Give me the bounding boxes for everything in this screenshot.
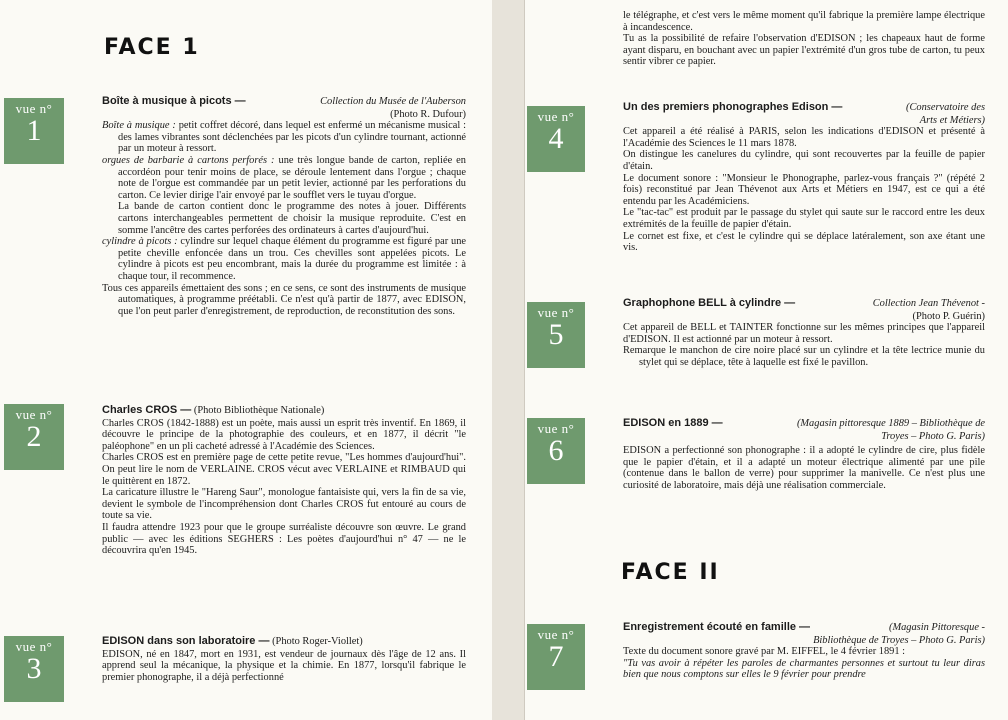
section-title: Enregistrement écouté en famille — <box>623 622 811 633</box>
paragraph: La caricature illustre le "Hareng Saur", monologue fantaisiste qui, vers la fin de sa vie, devient le symbole de l'incompréhension dont Charles CROS fut entouré au cours de toute sa vie. <box>102 487 466 522</box>
vue-3-number: 3 <box>26 652 42 685</box>
term: Boîte à musique : <box>102 120 176 132</box>
face-1-title: FACE 1 <box>104 35 200 60</box>
section-title: EDISON dans son laboratoire — <box>102 636 270 647</box>
vue-4-label: vue n° <box>537 109 575 124</box>
vue-2-number: 2 <box>26 420 42 453</box>
section-credit-photo: (Photo R. Dufour) <box>390 108 466 120</box>
paragraph: On distingue les canelures du cylindre, qui sont recouvertes par la feuille de papier d'étain. <box>623 149 985 172</box>
vue-7-label: vue n° <box>537 627 575 642</box>
section-title: Boîte à musique à picots — <box>102 96 246 107</box>
vue-7-badge <box>527 624 585 690</box>
paragraph: Texte du document sonore gravé par M. EIFFEL, le 4 février 1891 : <box>623 646 906 658</box>
paragraph: Remarque le manchon de cire noire placé sur un cylindre et la tête lectrice munie du stylet qui se déplace, tête à laquelle est fixé le pavillon. <box>623 345 985 368</box>
section-credit: Collection du Musée de l'Auberson <box>320 96 466 107</box>
section-credit: (Magasin Pittoresque - <box>888 622 985 633</box>
vue-7-number: 7 <box>548 640 564 673</box>
section-family-recording <box>623 622 985 681</box>
vue-5-label: vue n° <box>537 305 575 320</box>
vue-3-badge <box>4 636 64 702</box>
vue-1-number: 1 <box>26 114 42 147</box>
vue-5-badge <box>527 302 585 368</box>
section-credit: Collection Jean Thévenot - <box>872 298 985 309</box>
section-bell-graphophone <box>623 298 985 369</box>
paragraph <box>102 155 466 201</box>
text: cylindre sur lequel chaque élément du programme est figuré par une petite cheville enfoncée dans un trou. Ces chevilles sont appelées picots. Le cylindre à picots est peu encombrant, mais la durée du programme est limitée : à chaque tour, il recommence. <box>118 236 466 282</box>
paragraph: Charles CROS (1842-1888) est un poète, mais aussi un esprit très inventif. En 1869, il découvre le principe de la photographie des couleurs, et en 1877, il décrit "le paléophone" en un pli cacheté adressé à l'Académie des Sciences. <box>102 417 466 452</box>
text: petit coffret décoré, dans lequel est enfermé un mécanisme musical : des lames vibrantes sont déclenchées par les picots d'un cylindre tournant, actionné par un moteur à ressort. <box>118 120 466 155</box>
section-title: Charles CROS — <box>102 405 192 416</box>
paragraph: Cet appareil de BELL et TAINTER fonctionne sur les mêmes principes que l'appareil d'EDISON. Il est actionné par un moteur à ressort. <box>623 322 985 345</box>
section-charles-cros <box>102 405 466 557</box>
section-edison-lab <box>102 636 466 683</box>
section-edison-1889 <box>623 418 985 492</box>
paragraph: le télégraphe, et c'est vers le même moment qu'il fabrique la première lampe électrique à incandescence. <box>623 10 985 33</box>
vue-1-badge <box>4 98 64 164</box>
paragraph: Tu as la possibilité de refaire l'observation d'EDISON ; les chapeaux haut de forme ayant disparu, en bouchant avec un papier l'extrémité d'un gros tube de carton, tu peux sentir vibrer ce papier. <box>623 33 985 68</box>
section-credit-2: Arts et Métiers) <box>919 114 985 126</box>
paragraph: Charles CROS est en première page de cette petite revue, "Les hommes d'aujourd'hui". On peut lire le nom de VERLAINE. CROS vécut avec VERLAINE et RIMBAUD qui le quittèrent en 1872. <box>102 452 466 487</box>
vue-3-label: vue n° <box>15 639 53 654</box>
paragraph <box>102 236 466 282</box>
section-edison-lab-continued <box>623 10 985 68</box>
vue-2-badge <box>4 404 64 470</box>
section-credit-2: Bibliothèque de Troyes – Photo G. Paris) <box>813 634 985 646</box>
paragraph: "Tu vas avoir à répéter les paroles de charmantes personnes et surtout tu leur diras bien que nous comptons sur elles le 9 février pour prendre <box>623 657 985 681</box>
section-title: EDISON en 1889 — <box>623 418 723 429</box>
vue-4-number: 4 <box>548 122 564 155</box>
section-credit: (Magasin pittoresque 1889 – Bibliothèque de <box>796 418 985 429</box>
paragraph: EDISON a perfectionné son phonographe : il a adopté le cylindre de cire, plus fidèle que le papier d'étain, et il a adapté un moteur électrique alimenté par une pile (contenue dans le ballon de verre) pour supprimer la manivelle. Ce n'est plus une curiosité de laboratoire, mais déjà une réalisation commerciale. <box>623 445 985 491</box>
left-page <box>0 0 493 720</box>
vue-6-number: 6 <box>548 434 564 467</box>
section-title: Graphophone BELL à cylindre — <box>623 298 796 309</box>
vue-4-badge <box>527 106 585 172</box>
vue-1-label: vue n° <box>15 101 53 116</box>
paragraph: Le "tac-tac" est produit par le passage du stylet qui saute sur le raccord entre les deux extrémités de la feuille de papier d'étain. <box>623 207 985 230</box>
vue-6-label: vue n° <box>537 421 575 436</box>
paragraph: Le cornet est fixe, et c'est le cylindre qui se déplace latéralement, son axe étant une vis. <box>623 230 985 254</box>
vue-5-number: 5 <box>548 318 564 351</box>
paragraph: Tous ces appareils émettaient des sons ; en ce sens, ce sont des instruments de musique automatiques, à programme préétabli. Ce n'est qu'à partir de 1877, avec EDISON, que l'on peut parler d'enregistrement, de reproduction, de reconstitution des sons. <box>102 282 466 317</box>
text: une très longue bande de carton, repliée en accordéon pour tenir moins de place, se déroule lentement dans l'orgue ; chaque note de l'orgue est commandée par un petit levier, actionné par les perforations du carton. Ce levier dirige l'air envoyé par le soufflet vers le tuyau d'orgue. <box>118 154 466 201</box>
section-credit: (Photo Roger-Viollet) <box>272 636 363 647</box>
vue-2-label: vue n° <box>15 407 53 422</box>
paragraph <box>102 120 466 155</box>
face-2-title: FACE II <box>621 560 720 585</box>
page-gutter <box>492 0 524 720</box>
section-music-box <box>102 96 466 317</box>
section-credit-2: Troyes – Photo G. Paris) <box>881 430 985 442</box>
paragraph: EDISON, né en 1847, mort en 1931, est vendeur de journaux dès l'âge de 12 ans. Il apprend seul la mécanique, la physique et la chimie. En 1877, lorsqu'il fabrique le premier phonographe, il a déjà perfectionné <box>102 648 466 683</box>
term: cylindre à picots : <box>102 236 178 248</box>
section-credit: (Photo Bibliothèque Nationale) <box>193 405 325 416</box>
paragraph: Le document sonore : "Monsieur le Phonographe, parlez-vous français ?" (répété 2 fois) reconstitué par Jean Thévenot aux Arts et Métiers en 1947, est ce qui a été entendu par les Académiciens. <box>623 172 985 207</box>
paragraph: Il faudra attendre 1923 pour que le groupe surréaliste découvre son œuvre. Le grand public — avec les éditions SEGHERS : Les poètes d'aujourd'hui n° 47 — ne le découvrira qu'en 1945. <box>102 521 466 557</box>
paragraph: La bande de carton contient donc le programme des notes à jouer. Différents cartons interchangeables permettent de choisir la musique reproduite. C'est en somme l'ancêtre des cartes perforées des ordinateurs à cartes d'aujourd'hui. <box>118 201 466 236</box>
section-credit-2: (Photo P. Guérin) <box>912 310 985 322</box>
paragraph: Cet appareil a été réalisé à PARIS, selon les indications d'EDISON et présenté à l'Académie des Sciences le 11 mars 1878. <box>623 126 985 149</box>
vue-6-badge <box>527 418 585 484</box>
section-edison-phonograph <box>623 102 985 254</box>
right-page <box>524 0 1008 720</box>
section-title: Un des premiers phonographes Edison — <box>623 102 843 113</box>
term: orgues de barbarie à cartons perforés : <box>102 154 275 166</box>
section-credit: (Conservatoire des <box>906 102 985 113</box>
